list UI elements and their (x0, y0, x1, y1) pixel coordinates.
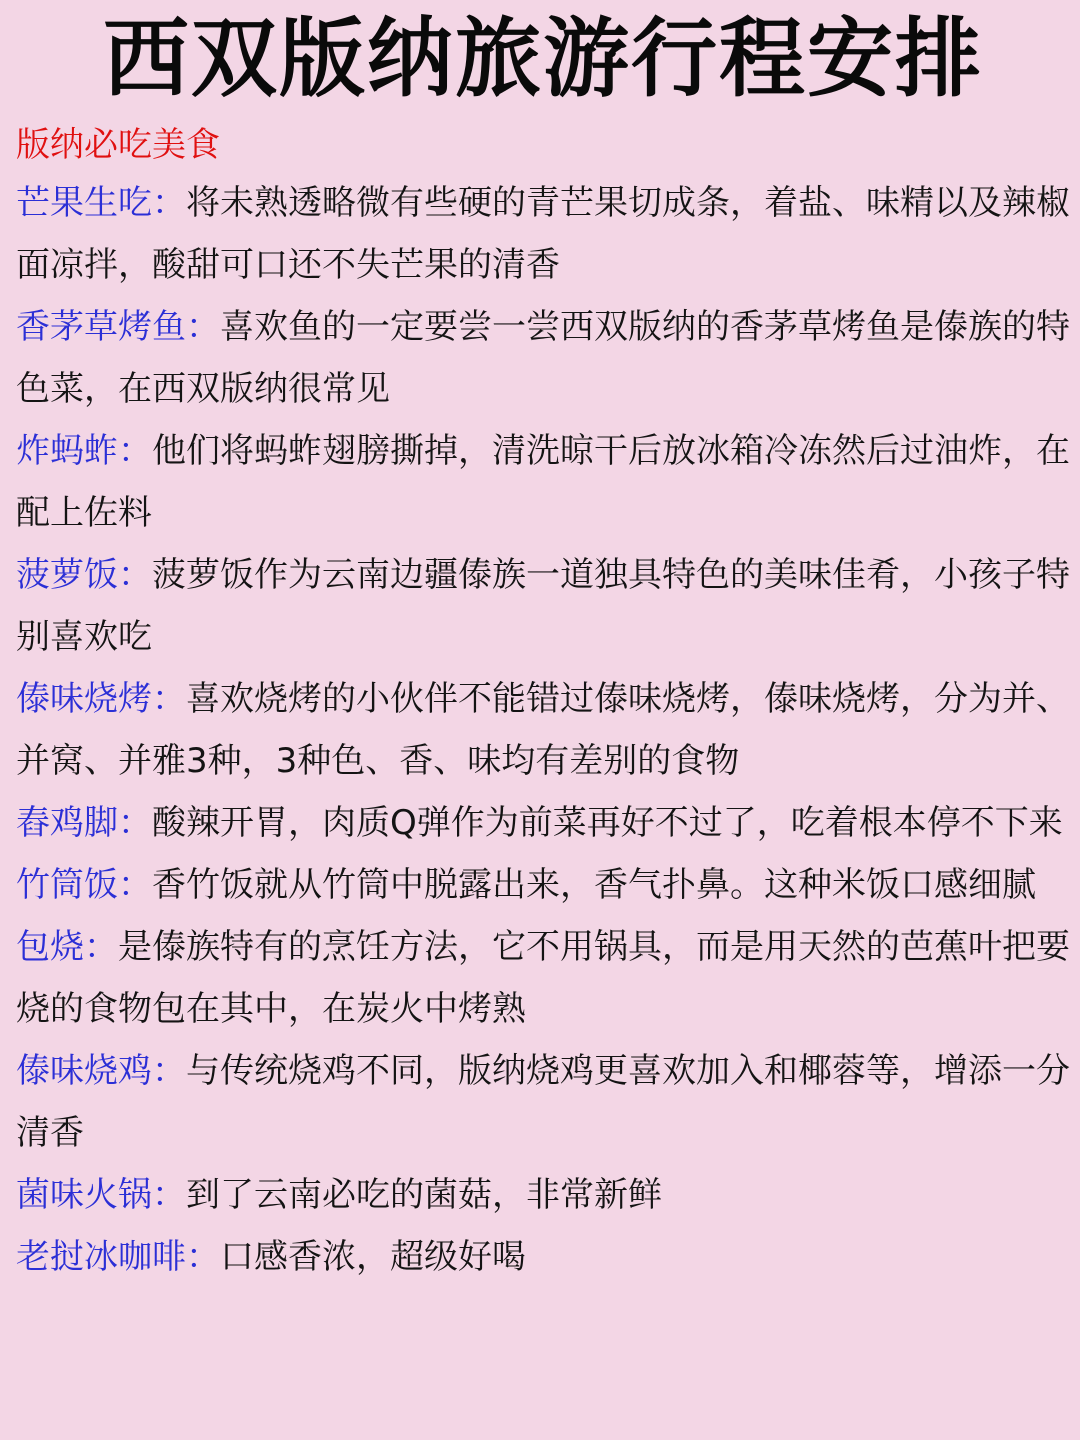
food-item-grilled-fish (16, 296, 1070, 420)
food-item-mango (16, 172, 1070, 296)
food-item-bamboo-rice (16, 854, 1070, 916)
food-description: 香竹饭就从竹筒中脱露出来，香气扑鼻。这种米饭口感细腻 (152, 865, 1036, 905)
food-description: 酸辣开胃，肉质Q弹作为前菜再好不过了，吃着根本停不下来 (152, 803, 1063, 843)
food-name: 傣味烧鸡： (16, 1051, 186, 1091)
food-description: 喜欢烧烤的小伙伴不能错过傣味烧烤，傣味烧烤，分为并、并窝、并雅3种，3种色、香、味均有差别的食物 (16, 679, 1070, 781)
food-description: 他们将蚂蚱翅膀撕掉，清洗晾干后放冰箱冷冻然后过油炸，在配上佐料 (16, 431, 1070, 533)
food-name: 芒果生吃： (16, 183, 186, 223)
food-item-baoshao (16, 916, 1070, 1040)
food-name: 炸蚂蚱： (16, 431, 152, 471)
food-item-fried-grasshopper (16, 420, 1070, 544)
food-description: 喜欢鱼的一定要尝一尝西双版纳的香茅草烤鱼是傣族的特色菜，在西双版纳很常见 (16, 307, 1070, 409)
food-name: 包烧： (16, 927, 118, 967)
food-description: 是傣族特有的烹饪方法，它不用锅具，而是用天然的芭蕉叶把要烧的食物包在其中，在炭火中烤熟 (16, 927, 1070, 1029)
food-description: 菠萝饭作为云南边疆傣族一道独具特色的美味佳肴，小孩子特别喜欢吃 (16, 555, 1070, 657)
food-name: 竹筒饭： (16, 865, 152, 905)
food-item-chicken-feet (16, 792, 1070, 854)
food-name: 菠萝饭： (16, 555, 152, 595)
food-item-lao-iced-coffee (16, 1226, 1070, 1288)
food-name: 舂鸡脚： (16, 803, 152, 843)
food-name: 老挝冰咖啡： (16, 1237, 220, 1277)
page-title: 西双版纳旅游行程安排 (103, 9, 983, 109)
food-item-roast-chicken (16, 1040, 1070, 1164)
food-item-pineapple-rice (16, 544, 1070, 668)
food-description: 口感香浓，超级好喝 (220, 1237, 526, 1277)
food-name: 傣味烧烤： (16, 679, 186, 719)
food-item-dai-bbq (16, 668, 1070, 792)
food-description: 到了云南必吃的菌菇，非常新鲜 (186, 1175, 662, 1215)
section-heading: 版纳必吃美食 (16, 125, 220, 165)
food-item-mushroom-hotpot (16, 1164, 1070, 1226)
food-description: 与传统烧鸡不同，版纳烧鸡更喜欢加入和椰蓉等，增添一分清香 (16, 1051, 1070, 1153)
food-name: 菌味火锅： (16, 1175, 186, 1215)
food-name: 香茅草烤鱼： (16, 307, 220, 347)
food-description: 将未熟透略微有些硬的青芒果切成条，着盐、味精以及辣椒面凉拌，酸甜可口还不失芒果的清香 (16, 183, 1070, 285)
food-list (16, 172, 1070, 1288)
